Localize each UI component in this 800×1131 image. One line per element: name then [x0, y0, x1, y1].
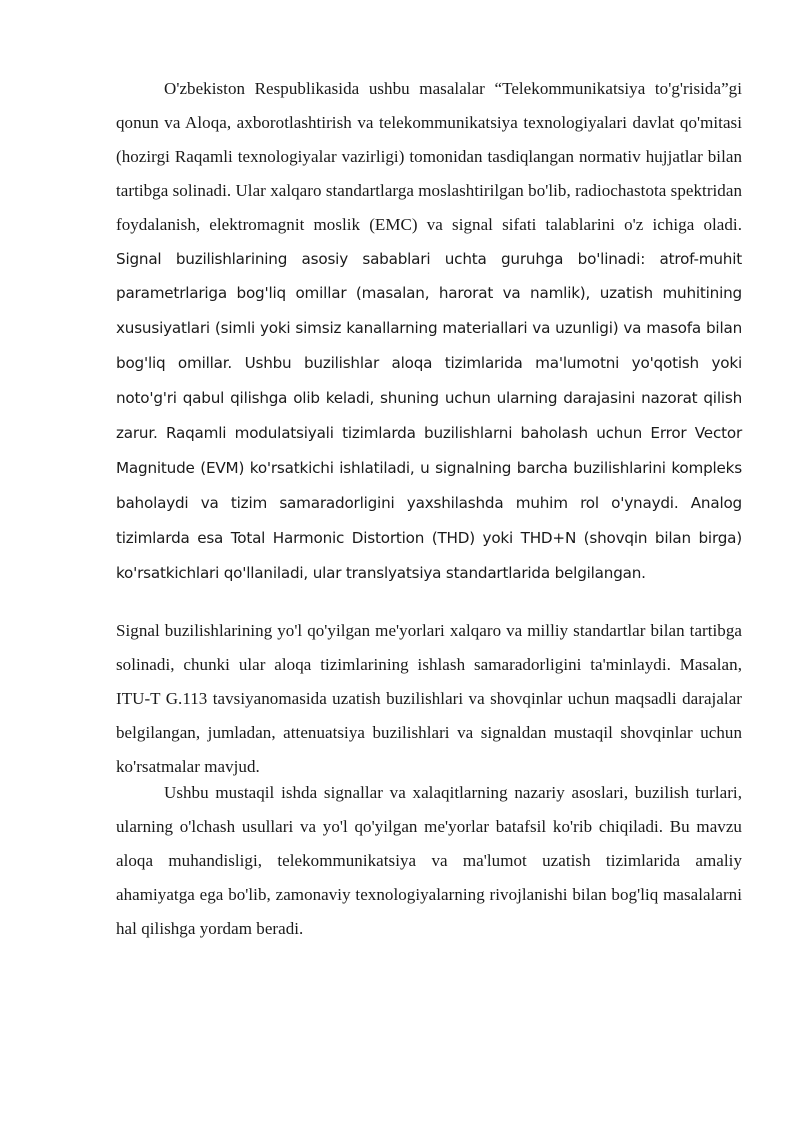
- paragraph-1: [116, 72, 742, 591]
- paragraph-1-serif-text: O'zbekiston Respublikasida ushbu masalalar “Telekommunikatsiya to'g'risida”gi qonun va Aloqa, axborotlashtirish va telekommunikatsiya texnologiyalari davlat qo'mitasi (hozirgi Raqamli texnologiyalar vazirligi) tomonidan tasdiqlangan normativ hujjatlar bilan tartibga solinadi. Ular xalqaro standartlarga moslashtirilgan bo'lib, radiochastota spektridan foydalanish, elektromagnit moslik (EMC) va signal sifati talablarini o'z ichiga oladi.: [116, 79, 742, 234]
- paragraph-1-sans-text: Signal buzilishlarining asosiy sabablari uchta guruhga bo'linadi: atrof-muhit parametrlariga bog'liq omillar (masalan, harorat va namlik), uzatish muhitining xususiyatlari (simli yoki simsiz kanallarning materiallari va uzunligi) va masofa bilan bog'liq omillar. Ushbu buzilishlar aloqa tizimlarida ma'lumotni yo'qotish yoki noto'g'ri qabul qilishga olib keladi, shuning uchun ularning darajasini nazorat qilish zarur. Raqamli modulatsiyali tizimlarda buzilishlarni baholash uchun Error Vector Magnitude (EVM) ko'rsatkichi ishlatiladi, u signalning barcha buzilishlarini kompleks baholaydi va tizim samaradorligini yaxshilashda muhim rol o'ynaydi. Analog tizimlarda esa Total Harmonic Distortion (THD) yoki THD+N (shovqin bilan birga) ko'rsatkichlari qo'llaniladi, ular translyatsiya standartlarida belgilangan.: [116, 249, 742, 582]
- paragraph-3: Ushbu mustaqil ishda signallar va xalaqitlarning nazariy asoslari, buzilish turlari, ularning o'lchash usullari va yo'l qo'yilgan me'yorlar batafsil ko'rib chiqiladi. Bu mavzu aloqa muhandisligi, telekommunikatsiya va ma'lumot uzatish tizimlarida amaliy ahamiyatga ega bo'lib, zamonaviy texnologiyalarning rivojlanishi bilan bog'liq masalalarni hal qilishga yordam beradi.: [116, 783, 742, 938]
- paragraph-2: Signal buzilishlarining yo'l qo'yilgan me'yorlari xalqaro va milliy standartlar bilan tartibga solinadi, chunki ular aloqa tizimlarining ishlash samaradorligini ta'minlaydi. Masalan, ITU-T G.113 tavsiyanomasida uzatish buzilishlari va shovqinlar uchun maqsadli darajalar belgilangan, jumladan, attenuatsiya buzilishlari va signaldan mustaqil shovqinlar uchun ko'rsatmalar mavjud.: [116, 621, 742, 776]
